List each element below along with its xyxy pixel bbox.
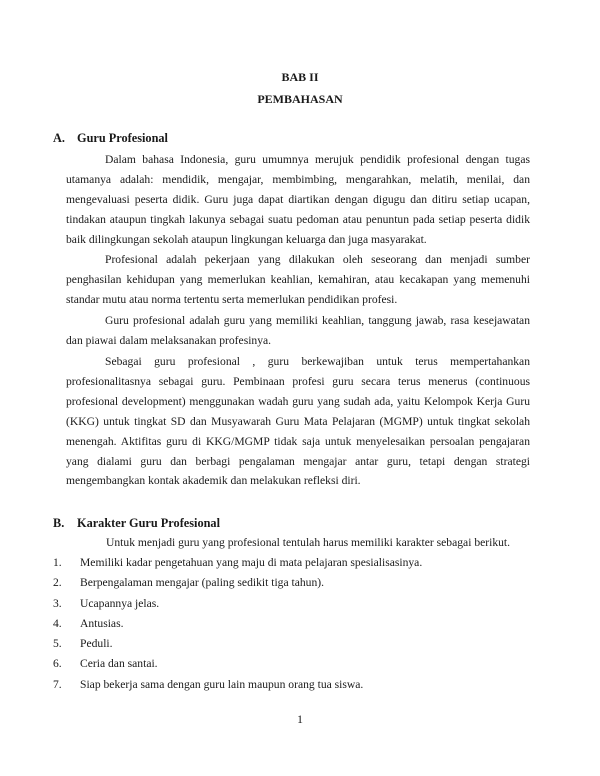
section-b-title: Karakter Guru Profesional	[77, 516, 220, 530]
document-page: BAB II PEMBAHASAN A. Guru Profesional Dalam bahasa Indonesia, guru umumnya merujuk pendidik profesional dengan tugas utamanya adalah: mendidik, mengajar, membimbing, mengarahkan, melatih, menilai, dan mengevaluasi peserta didik. Guru juga dapat diartikan dengan digugu dan ditiru setiap ucapan, tindakan ataupun tingkah lakunya sebagai suatu pedoman atau penuntun pada setiap peserta didik baik dilingkungan sekolah ataupun lingkungan keluarga dan juga masyarakat. Profesional adalah pekerjaan yang dilakukan oleh seseorang dan menjadi sumber penghasilan kehidupan yang memerlukan keahlian, kemahiran, atau kecakapan yang memenuhi standar mutu atau norma tertentu serta memerlukan pendidikan profesi. Guru profesional adalah guru yang memiliki keahlian, tanggung jawab, rasa kesejawatan dan piawai dalam melaksanakan profesinya. Sebagai guru profesional , guru berkewajiban untuk terus mempertahankan profesionalitasnya sebagai guru. Pembinaan profesi guru secara terus menerus (continuous profesional development) menggunakan wadah guru yang sudah ada, yaitu Kelompok Kerja Guru (KKG) untuk tingkat SD dan Musyawarah Guru Mata Pelajaran (MGMP) untuk tingkat sekolah menengah. Aktifitas guru di KKG/MGMP tidak saja untuk menyelesaikan persoalan pengajaran yang dialami guru dan berbagi pengalaman mengajar antar guru, tetapi dengan strategi mengembangkan kontak akademik dan melakukan refleksi diri. B. Karakter Guru Profesional Untuk menjadi guru yang profesional tentulah harus memiliki karakter sebagai berikut. 1. Memiliki kadar pengetahuan yang maju di mata pelajaran spesialisasinya. 2. Berpengalaman mengajar (paling sedikit tiga tahun). 3. Ucapannya jelas. 4. Antusias. 5. Peduli. 6. Ceria dan santai. 7. Siap bekerja sama dengan guru lain maupun orang tua siswa. 1	[0, 0, 600, 776]
chapter-label: BAB II	[281, 70, 319, 84]
section-b-intro: Untuk menjadi guru yang profesional tentulah harus memiliki karakter sebagai berikut.	[106, 536, 511, 549]
paragraph-a2: Profesional adalah pekerjaan yang dilakukan oleh seseorang dan menjadi sumber penghasilan kehidupan yang memerlukan keahlian, kemahiran, atau kecakapan yang memenuhi standar mutu atau norma tertentu serta memerlukan pendidikan profesi.	[66, 253, 530, 306]
chapter-title: PEMBAHASAN	[257, 92, 343, 106]
paragraph-a4: Sebagai guru profesional , guru berkewajiban untuk terus mempertahankan profesionalitasnya sebagai guru. Pembinaan profesi guru secara terus menerus (continuous profesional development) menggunakan wadah guru yang sudah ada, yaitu Kelompok Kerja Guru (KKG) untuk tingkat SD dan Musyawarah Guru Mata Pelajaran (MGMP) untuk tingkat sekolah menengah. Aktifitas guru di KKG/MGMP tidak saja untuk menyelesaikan persoalan pengajaran yang dialami guru dan berbagi pengalaman mengajar antar guru, tetapi dengan strategi mengembangkan kontak akademik dan melakukan refleksi diri.	[66, 355, 530, 488]
section-a-title: Guru Profesional	[77, 131, 168, 145]
section-b-number: B.	[53, 516, 65, 530]
paragraph-a1: Dalam bahasa Indonesia, guru umumnya merujuk pendidik profesional dengan tugas utamanya adalah: mendidik, mengajar, membimbing, mengarahkan, melatih, menilai, dan mengevaluasi peserta didik. Guru juga dapat diartikan dengan digugu dan ditiru setiap ucapan, tindakan ataupun tingkah lakunya sebagai suatu pedoman atau penuntun pada setiap peserta didik baik dilingkungan sekolah ataupun lingkungan keluarga dan juga masyarakat.	[66, 153, 530, 246]
paragraph-a3: Guru profesional adalah guru yang memiliki keahlian, tanggung jawab, rasa kesejawatan dan piawai dalam melaksanakan profesinya.	[66, 314, 530, 347]
page-number: 1	[297, 712, 303, 726]
section-a-number: A.	[53, 131, 65, 145]
